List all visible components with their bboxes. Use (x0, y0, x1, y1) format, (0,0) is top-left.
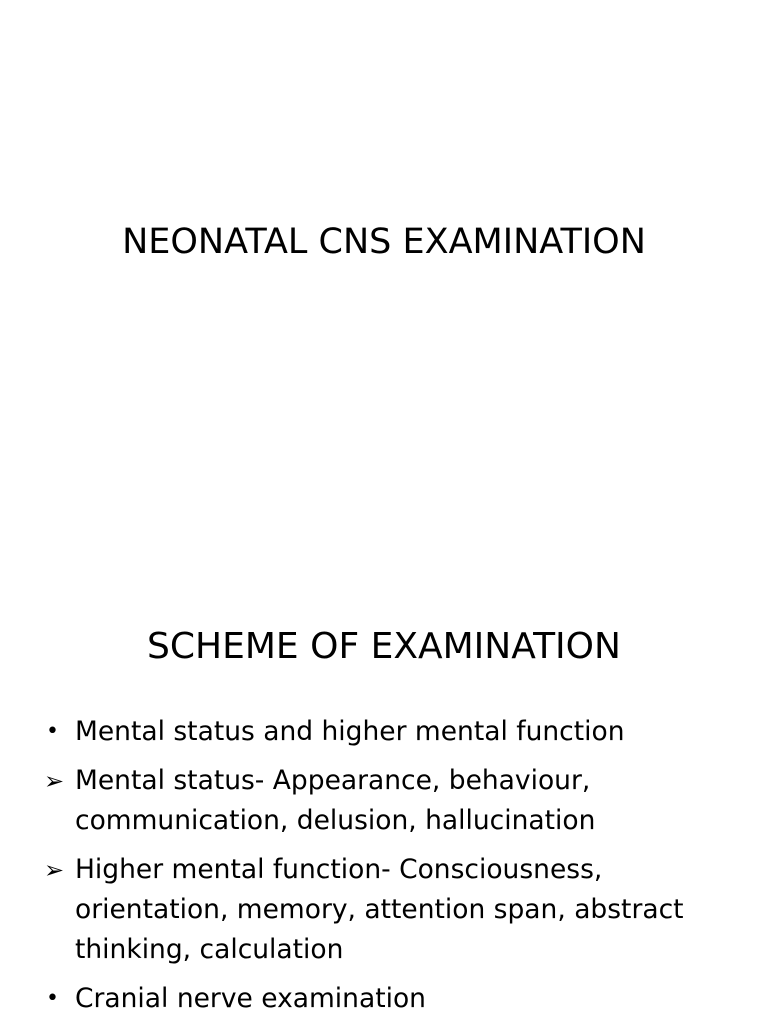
bullet-item (46, 761, 746, 841)
slide-title: NEONATAL CNS EXAMINATION (122, 222, 646, 262)
bullet-text: Mental status and higher mental function (75, 716, 625, 747)
bullet-dot-icon: • (46, 986, 59, 1011)
bullet-arrow-icon: ➢ (44, 856, 65, 884)
slide-title: SCHEME OF EXAMINATION (147, 626, 621, 667)
bullet-text: Cranial nerve examination (75, 983, 426, 1014)
bullet-list (46, 712, 746, 1024)
bullet-item (46, 850, 746, 970)
bullet-text: Mental status- Appearance, behaviour, communication, delusion, hallucination (75, 765, 596, 836)
bullet-arrow-icon: ➢ (44, 767, 65, 795)
slide-2 (0, 576, 768, 1024)
bullet-item (46, 712, 746, 752)
bullet-dot-icon: • (46, 719, 59, 744)
bullet-text: Higher mental function- Consciousness, orientation, memory, attention span, abstract thinking, calculation (75, 854, 684, 965)
bullet-item (46, 979, 746, 1019)
